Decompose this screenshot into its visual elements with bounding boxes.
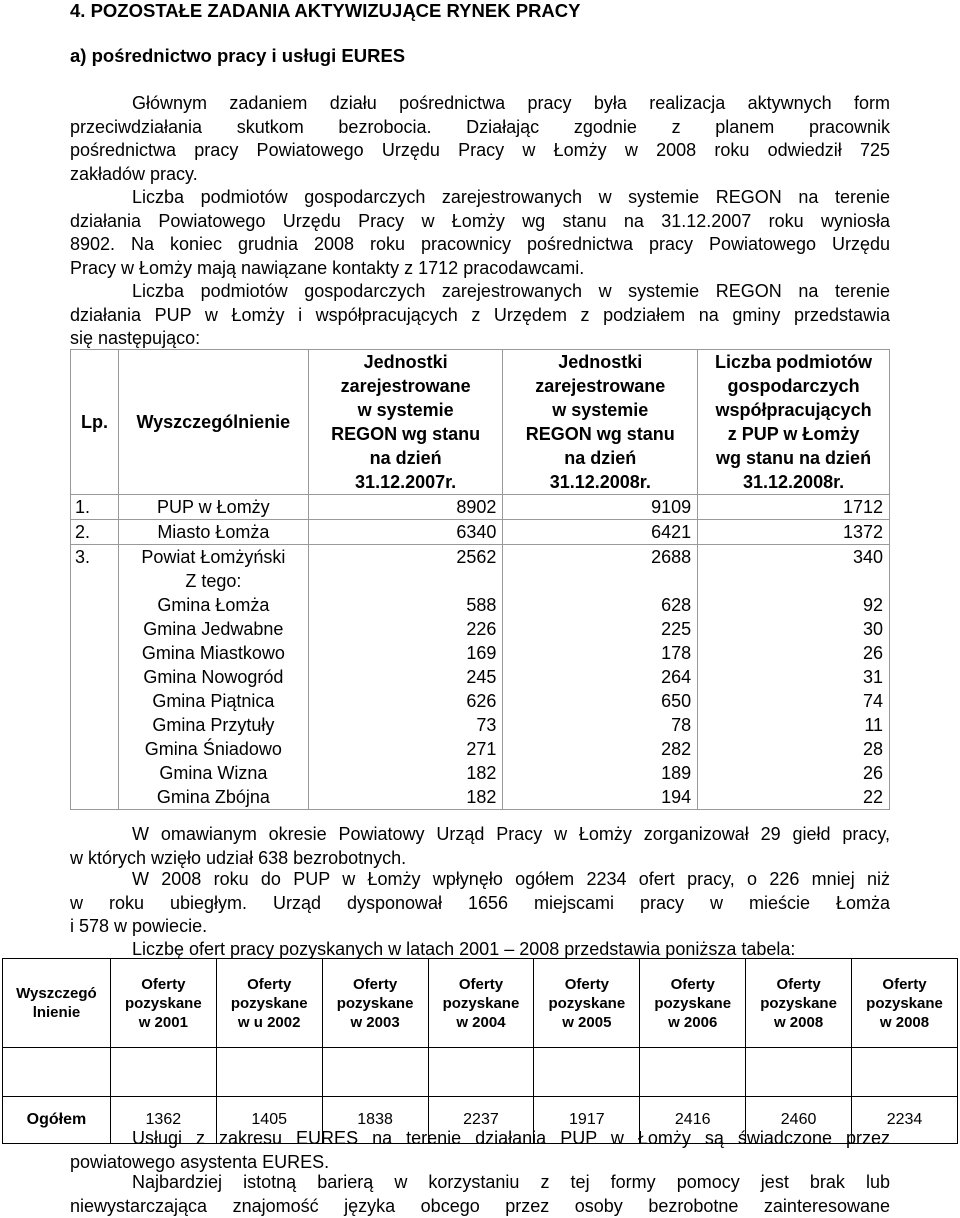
- table-row-gmina: [71, 713, 890, 737]
- gmina-name: Gmina Jedwabne: [118, 617, 308, 641]
- value-cell: 628: [503, 593, 698, 617]
- table-row: Ogółem 1362 1405 1838 2237 1917 2416 2460 2234: [3, 1097, 958, 1144]
- paragraph-6: Liczbę ofert pracy pozyskanych w latach 2001 – 2008 przedstawia poniższa tabela:: [132, 938, 795, 962]
- paragraph-2: [70, 186, 890, 280]
- text-line: i 578 w powiecie.: [70, 915, 890, 939]
- text-line: działania Powiatowego Urzędu Pracy w Łomży wg stanu na 31.12.2007 roku wyniosła: [70, 210, 890, 234]
- value-cell: 74: [698, 689, 890, 713]
- text-line: Najbardziej istotną barierą w korzystaniu z tej formy pomocy jest brak lub: [70, 1171, 890, 1195]
- lp-cell: [71, 593, 119, 617]
- text-line: Liczba podmiotów gospodarczych zarejestrowanych w systemie REGON na terenie: [70, 186, 890, 210]
- gmina-name: Gmina Miastkowo: [118, 641, 308, 665]
- value-cell: 194: [503, 785, 698, 810]
- table-row-gmina: [71, 761, 890, 785]
- header-offers-2005: Oferty pozyskane w 2005: [534, 959, 640, 1048]
- value-cell: 271: [308, 737, 503, 761]
- value-cell: 78: [503, 713, 698, 737]
- text-line: działania PUP w Łomży i współpracujących z Urzędem z podziałem na gminy przedstawia: [70, 304, 890, 328]
- header-lp: Lp.: [71, 350, 119, 495]
- table-header-row: [3, 959, 958, 1048]
- lp-cell: [71, 713, 119, 737]
- lp-cell: [71, 665, 119, 689]
- header-offers-2006: Oferty pozyskane w 2006: [640, 959, 746, 1048]
- value-cell: 226: [308, 617, 503, 641]
- table-row-gmina: [71, 785, 890, 810]
- value-cell: 30: [698, 617, 890, 641]
- table-row-gmina: [71, 689, 890, 713]
- header-cooperating: Liczba podmiotów gospodarczych współpracujących z PUP w Łomży wg stanu na dzień 31.12.2008r.: [698, 350, 890, 495]
- text-line: niewystarczająca znajomość języka obcego przez osoby bezrobotne zainteresowane: [70, 1195, 890, 1218]
- header-offers-2003: Oferty pozyskane w 2003: [322, 959, 428, 1048]
- value-cell: 264: [503, 665, 698, 689]
- lp-cell: [71, 641, 119, 665]
- text-line: Pracy w Łomży mają nawiązane kontakty z 1712 pracodawcami.: [70, 257, 890, 281]
- text-line: Liczba podmiotów gospodarczych zarejestrowanych w systemie REGON na terenie: [70, 280, 890, 304]
- value-cell: 92: [698, 593, 890, 617]
- value-cell: 182: [308, 761, 503, 785]
- gmina-name: Gmina Nowogród: [118, 665, 308, 689]
- table-row-gmina: [71, 617, 890, 641]
- paragraph-4: [70, 823, 890, 870]
- offers-table: [2, 958, 958, 1144]
- value-cell: 178: [503, 641, 698, 665]
- table-row-gmina: [71, 593, 890, 617]
- value-cell: 169: [308, 641, 503, 665]
- value-cell: 245: [308, 665, 503, 689]
- text-line: się następująco:: [70, 327, 890, 351]
- lp-cell: [71, 737, 119, 761]
- text-line: zakładów pracy.: [70, 163, 890, 187]
- gmina-name: Gmina Zbójna: [118, 785, 308, 810]
- text-line: Usługi z zakresu EURES na terenie działania PUP w Łomży są świadczone przez: [70, 1127, 890, 1151]
- table-spacer-row: [3, 1048, 958, 1097]
- table-row-ztego: Z tego:: [71, 569, 890, 593]
- header-offers-2002: Oferty pozyskane w u 2002: [216, 959, 322, 1048]
- gmina-name: Gmina Śniadowo: [118, 737, 308, 761]
- text-line: W omawianym okresie Powiatowy Urząd Pracy w Łomży zorganizował 29 giełd pracy,: [70, 823, 890, 847]
- gmina-name: Gmina Wizna: [118, 761, 308, 785]
- table-row-gmina: [71, 737, 890, 761]
- section-heading: 4. POZOSTAŁE ZADANIA AKTYWIZUJĄCE RYNEK PRACY: [70, 0, 580, 22]
- table-row-gmina: [71, 665, 890, 689]
- value-cell: 282: [503, 737, 698, 761]
- regon-table: [70, 349, 890, 810]
- subsection-heading: a) pośrednictwo pracy i usługi EURES: [70, 45, 405, 67]
- value-cell: 11: [698, 713, 890, 737]
- lp-cell: [71, 689, 119, 713]
- value-cell: 31: [698, 665, 890, 689]
- gmina-name: Gmina Łomża: [118, 593, 308, 617]
- text-line: W 2008 roku do PUP w Łomży wpłynęło ogółem 2234 ofert pracy, o 226 mniej niż: [70, 868, 890, 892]
- lp-cell: [71, 761, 119, 785]
- table-row-gmina: [71, 641, 890, 665]
- value-cell: 28: [698, 737, 890, 761]
- value-cell: 73: [308, 713, 503, 737]
- paragraph-3: [70, 280, 890, 351]
- header-offers-2007: Oferty pozyskane w 2008: [746, 959, 852, 1048]
- text-line: powiatowego asystenta EURES.: [70, 1151, 890, 1175]
- value-cell: 26: [698, 641, 890, 665]
- header-offers-2004: Oferty pozyskane w 2004: [428, 959, 534, 1048]
- value-cell: 182: [308, 785, 503, 810]
- text-line: Głównym zadaniem działu pośrednictwa pracy była realizacja aktywnych form: [70, 92, 890, 116]
- value-cell: 588: [308, 593, 503, 617]
- text-line: w których wzięło udział 638 bezrobotnych.: [70, 847, 890, 871]
- text-line: w roku ubiegłym. Urząd dysponował 1656 miejscami pracy w mieście Łomża: [70, 892, 890, 916]
- value-cell: 26: [698, 761, 890, 785]
- value-cell: 189: [503, 761, 698, 785]
- lp-cell: [71, 785, 119, 810]
- value-cell: 650: [503, 689, 698, 713]
- value-cell: 626: [308, 689, 503, 713]
- value-cell: 22: [698, 785, 890, 810]
- table-row: 1. PUP w Łomży 8902 9109 1712: [71, 495, 890, 520]
- text-line: przeciwdziałania skutkom bezrobocia. Działając zgodnie z planem pracownik: [70, 116, 890, 140]
- text-line: 8902. Na koniec grudnia 2008 roku pracownicy pośrednictwa pracy Powiatowego Urzędu: [70, 233, 890, 257]
- header-offers-2008: Oferty pozyskane w 2008: [852, 959, 958, 1048]
- header-regon-2008: Jednostki zarejestrowane w systemie REGON wg stanu na dzień 31.12.2008r.: [503, 350, 698, 495]
- header-offers-2001: Oferty pozyskane w 2001: [110, 959, 216, 1048]
- header-corner: Wyszczegó lnienie: [3, 959, 111, 1048]
- header-name: Wyszczególnienie: [118, 350, 308, 495]
- gmina-name: Gmina Przytuły: [118, 713, 308, 737]
- paragraph-1: [70, 92, 890, 186]
- text-line: pośrednictwa pracy Powiatowego Urzędu Pracy w Łomży w 2008 roku odwiedził 725: [70, 139, 890, 163]
- table-row: 2. Miasto Łomża 6340 6421 1372: [71, 520, 890, 545]
- table-row: 3. Powiat Łomżyński 2562 2688 340: [71, 545, 890, 570]
- header-regon-2007: Jednostki zarejestrowane w systemie REGON wg stanu na dzień 31.12.2007r.: [308, 350, 503, 495]
- paragraph-8: [70, 1171, 890, 1218]
- paragraph-7: [70, 1127, 890, 1174]
- lp-cell: [71, 617, 119, 641]
- gmina-name: Gmina Piątnica: [118, 689, 308, 713]
- value-cell: 225: [503, 617, 698, 641]
- paragraph-5: [70, 868, 890, 939]
- table-header-row: [71, 350, 890, 495]
